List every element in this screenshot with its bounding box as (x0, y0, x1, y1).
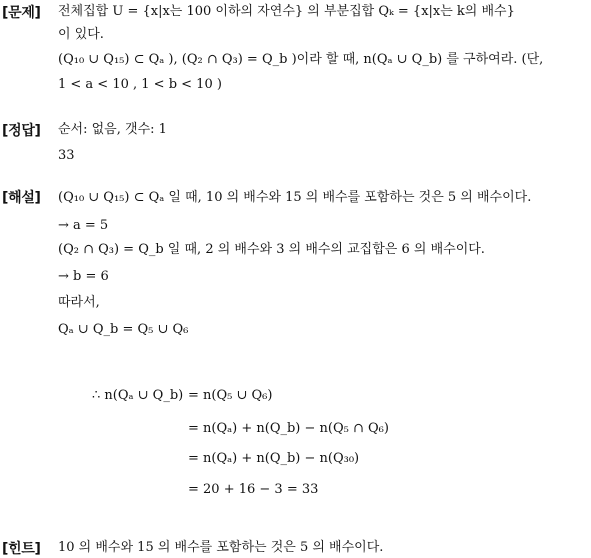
solution-line-1: (Q₁₀ ∪ Q₁₅) ⊂ Qₐ 일 때, 10 의 배수와 15 의 배수를 포함하는 것은 5 의 배수이다. (58, 190, 532, 205)
hint-tag: [힌트] (2, 541, 41, 557)
solution-line-5: 따라서, (58, 295, 100, 310)
answer-value: 33 (58, 148, 75, 163)
problem-line-2: 이 있다. (58, 27, 104, 42)
solution-line-2: → a = 5 (58, 218, 109, 233)
hint-line-1: 10 의 배수와 15 의 배수를 포함하는 것은 5 의 배수이다. (58, 540, 384, 555)
answer-tag: [정답] (2, 123, 41, 139)
equation-rhs-1: = n(Q₅ ∪ Q₆) (188, 388, 273, 403)
equation-lhs: ∴ n(Qₐ ∪ Q_b) (92, 388, 184, 403)
solution-tag: [해설] (2, 190, 41, 206)
solution-line-4: → b = 6 (58, 269, 109, 284)
problem-tag: [문제] (2, 5, 41, 21)
equation-rhs-2: = n(Qₐ) + n(Q_b) − n(Q₅ ∩ Q₆) (188, 421, 389, 436)
answer-line-1: 순서: 없음, 갯수: 1 (58, 122, 167, 137)
equation-rhs-4: = 20 + 16 − 3 = 33 (188, 482, 319, 497)
solution-line-6: Qₐ ∪ Q_b = Q₅ ∪ Q₆ (58, 322, 189, 337)
solution-line-3: (Q₂ ∩ Q₃) = Q_b 일 때, 2 의 배수와 3 의 배수의 교집합은 6 의 배수이다. (58, 242, 485, 257)
equation-rhs-3: = n(Qₐ) + n(Q_b) − n(Q₃₀) (188, 451, 360, 466)
problem-line-4: 1 < a < 10 , 1 < b < 10 ) (58, 77, 222, 92)
problem-line-1: 전체집합 U = {x|x는 100 이하의 자연수} 의 부분집합 Qₖ = {x|x는 k의 배수} (58, 4, 515, 19)
problem-line-3: (Q₁₀ ∪ Q₁₅) ⊂ Qₐ ), (Q₂ ∩ Q₃) = Q_b )이라 할 때, n(Qₐ ∪ Q_b) 를 구하여라. (단, (58, 52, 544, 67)
